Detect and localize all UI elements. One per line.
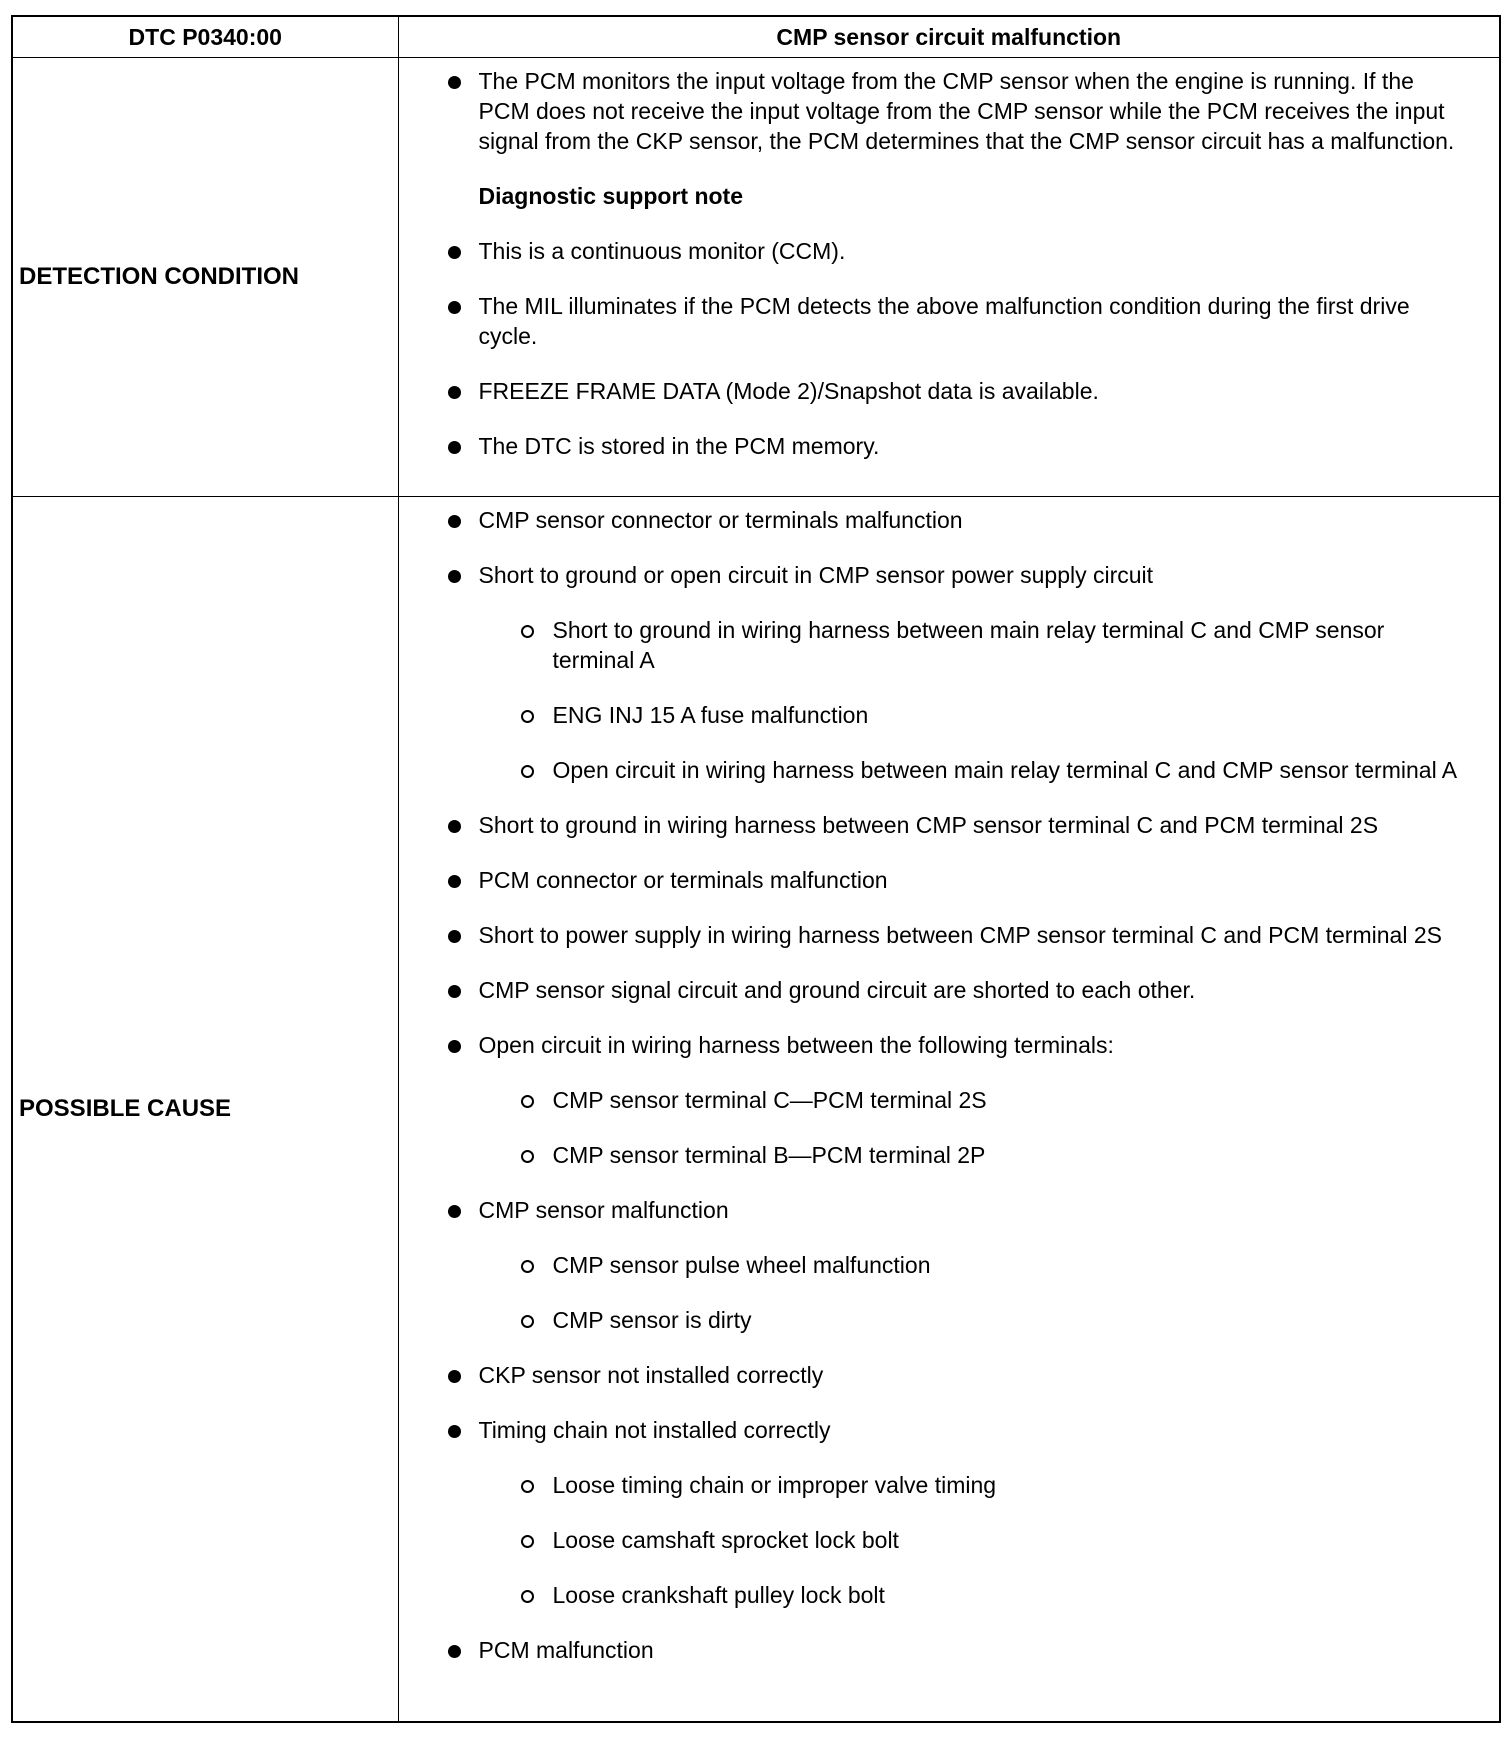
hollow-bullet-icon: [521, 1535, 534, 1548]
bullet-icon: [448, 875, 461, 888]
list-item-text: Short to ground or open circuit in CMP sensor power supply circuit: [478, 562, 1154, 588]
list-item-text: CKP sensor not installed correctly: [478, 1362, 824, 1388]
list-item-text: Loose camshaft sprocket lock bolt: [552, 1527, 899, 1553]
dtc-table: [11, 15, 1501, 1723]
list-item-text: Timing chain not installed correctly: [478, 1417, 831, 1443]
bullet-icon: [448, 515, 461, 528]
bullet-icon: [448, 570, 461, 583]
bullet-icon: [448, 1370, 461, 1383]
list-item-text: Short to ground in wiring harness between main relay terminal C and CMP sensor terminal A: [552, 617, 1385, 673]
bullet-icon: [448, 1205, 461, 1218]
detection-list: [399, 66, 1470, 461]
list-item-text: CMP sensor is dirty: [552, 1307, 752, 1333]
list-item-text: ENG INJ 15 A fuse malfunction: [552, 702, 869, 728]
dtc-code: DTC P0340:00: [12, 16, 398, 58]
list-item-text: Loose timing chain or improper valve timing: [552, 1472, 997, 1498]
bullet-icon: [448, 1425, 461, 1438]
list-item-text: CMP sensor terminal B—PCM terminal 2P: [552, 1142, 986, 1168]
list-item: [399, 431, 1470, 461]
list-item: [399, 975, 1470, 1005]
bullet-icon: [448, 1645, 461, 1658]
list-item: [399, 865, 1470, 895]
bullet-icon: [448, 930, 461, 943]
list-item: [399, 291, 1470, 351]
bullet-icon: [448, 386, 461, 399]
sub-list-item: [399, 1305, 1470, 1335]
list-item-text: CMP sensor pulse wheel malfunction: [552, 1252, 931, 1278]
detection-row: [12, 58, 1500, 497]
list-item: [399, 236, 1470, 266]
list-item: [399, 505, 1470, 535]
sub-list-item: [399, 615, 1470, 675]
hollow-bullet-icon: [521, 1590, 534, 1603]
list-item-text: This is a continuous monitor (CCM).: [478, 238, 846, 264]
cause-content: [398, 497, 1500, 1723]
hollow-bullet-icon: [521, 1315, 534, 1328]
bullet-icon: [448, 246, 461, 259]
bullet-icon: [448, 820, 461, 833]
sub-list-item: [399, 700, 1470, 730]
list-item-text: The MIL illuminates if the PCM detects the above malfunction condition during the first drive cycle.: [478, 293, 1410, 349]
sub-list-item: [399, 1085, 1470, 1115]
hollow-bullet-icon: [521, 1260, 534, 1273]
bullet-icon: [448, 301, 461, 314]
list-item: [399, 376, 1470, 406]
list-item-text: CMP sensor signal circuit and ground circuit are shorted to each other.: [478, 977, 1196, 1003]
dtc-description: CMP sensor circuit malfunction: [398, 16, 1500, 58]
bullet-icon: [448, 76, 461, 89]
hollow-bullet-icon: [521, 1095, 534, 1108]
list-item-text: CMP sensor connector or terminals malfunction: [478, 507, 963, 533]
sub-list-item: [399, 755, 1470, 785]
bullet-icon: [448, 441, 461, 454]
hollow-bullet-icon: [521, 1480, 534, 1493]
sub-list-item: [399, 1525, 1470, 1555]
list-item: [399, 1415, 1470, 1445]
bullet-icon: [448, 985, 461, 998]
detection-label: DETECTION CONDITION: [12, 58, 398, 497]
list-item-text: Short to ground in wiring harness between CMP sensor terminal C and PCM terminal 2S: [478, 812, 1379, 838]
cause-row: [12, 497, 1500, 1723]
list-item: [399, 560, 1470, 590]
header-row: [12, 16, 1500, 58]
sub-list-item: [399, 1470, 1470, 1500]
bullet-icon: [448, 1040, 461, 1053]
list-item: [399, 66, 1470, 156]
list-item: [399, 920, 1470, 950]
sub-list-item: [399, 1250, 1470, 1280]
list-item-text: Open circuit in wiring harness between the following terminals:: [478, 1032, 1114, 1058]
list-item: [399, 1360, 1470, 1390]
list-item: [399, 1195, 1470, 1225]
hollow-bullet-icon: [521, 625, 534, 638]
hollow-bullet-icon: [521, 1150, 534, 1163]
list-item-text: Short to power supply in wiring harness between CMP sensor terminal C and PCM terminal 2S: [478, 922, 1442, 948]
hollow-bullet-icon: [521, 765, 534, 778]
sub-list-item: [399, 1140, 1470, 1170]
list-item-text: CMP sensor terminal C—PCM terminal 2S: [552, 1087, 987, 1113]
list-item: [399, 1635, 1470, 1665]
list-item-text: Diagnostic support note: [478, 183, 743, 209]
hollow-bullet-icon: [521, 710, 534, 723]
list-item: [399, 810, 1470, 840]
list-item: [399, 1030, 1470, 1060]
diagnostic-support-note-heading: [399, 181, 1470, 211]
list-item-text: PCM malfunction: [478, 1637, 654, 1663]
list-item-text: The PCM monitors the input voltage from the CMP sensor when the engine is running. If the PCM does not receive the input voltage from the CMP sensor while the PCM receives the input signal from the CKP sensor, the PCM determines that the CMP sensor circuit has a malfunction.: [478, 68, 1455, 154]
list-item-text: PCM connector or terminals malfunction: [478, 867, 888, 893]
list-item-text: Loose crankshaft pulley lock bolt: [552, 1582, 885, 1608]
list-item-text: The DTC is stored in the PCM memory.: [478, 433, 880, 459]
cause-list: [399, 505, 1470, 1665]
sub-list-item: [399, 1580, 1470, 1610]
list-item-text: Open circuit in wiring harness between main relay terminal C and CMP sensor terminal A: [552, 757, 1458, 783]
detection-content: [398, 58, 1500, 497]
list-item-text: FREEZE FRAME DATA (Mode 2)/Snapshot data is available.: [478, 378, 1099, 404]
list-item-text: CMP sensor malfunction: [478, 1197, 729, 1223]
cause-label: POSSIBLE CAUSE: [12, 497, 398, 1723]
